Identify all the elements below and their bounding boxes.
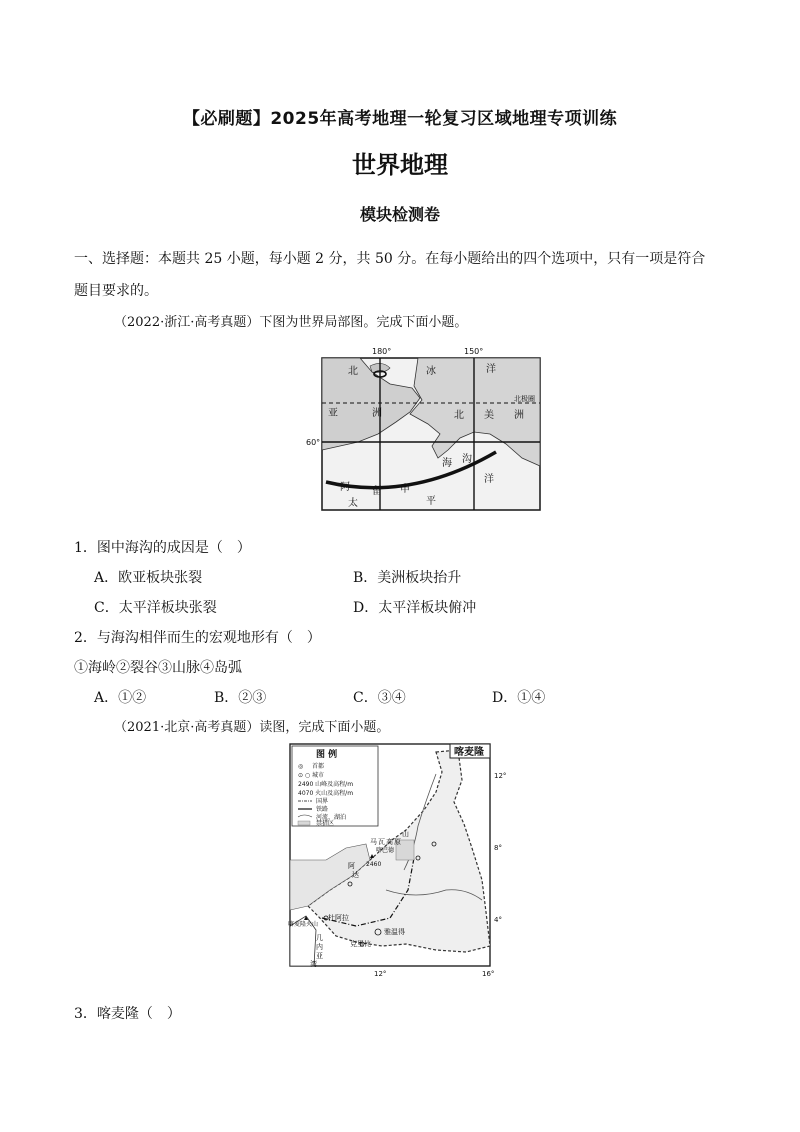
map-label: 阿 <box>340 482 350 493</box>
place-label: 马 <box>370 838 377 846</box>
map-label: 海 <box>442 458 452 469</box>
place-label: 2460 <box>366 861 382 868</box>
subject-heading: 世界地理 <box>352 151 448 179</box>
q2-option-c[interactable]: C．③④ <box>353 690 406 706</box>
question-2-items: ①海岭②裂谷③山脉④岛弧 <box>74 660 242 676</box>
place-label: 原 <box>394 838 401 846</box>
q1-option-c[interactable]: C．太平洋板块张裂 <box>94 600 217 616</box>
cameroon-map <box>286 740 516 980</box>
map-label: 洲 <box>514 410 524 421</box>
q1-option-a[interactable]: A．欧亚板块张裂 <box>94 570 203 586</box>
q1-option-b[interactable]: B．美洲板块抬升 <box>353 570 462 586</box>
legend-item: 4070 火山及高程/m <box>298 790 354 797</box>
document-title: 【必刷题】2025年高考地理一轮复习区域地理专项训练 <box>182 109 618 129</box>
place-label: 杜阿拉 <box>328 914 349 922</box>
lon-150-label: 150° <box>464 347 484 356</box>
country-label: 喀麦隆 <box>454 747 484 758</box>
q2-option-b[interactable]: B．②③ <box>214 690 267 706</box>
map-label: 洋 <box>486 364 496 375</box>
place-label: 克里比 <box>350 940 371 948</box>
legend-item: 铁路 <box>316 806 329 813</box>
place-label: 几 <box>316 934 323 942</box>
place-label: 喀麦隆火山 <box>288 921 319 928</box>
lat-12-label: 12° <box>494 772 507 780</box>
q2-option-d[interactable]: D．①④ <box>492 690 546 706</box>
q1-option-d[interactable]: D．太平洋板块俯冲 <box>353 600 477 616</box>
legend-capital-icon: ◎ <box>298 763 304 770</box>
place-label: 内 <box>316 943 323 951</box>
place-label: 瓦 <box>378 838 385 846</box>
place-label: 雅温得 <box>384 928 405 936</box>
lat-4-label: 4° <box>494 916 502 924</box>
map-label: 美 <box>484 410 494 421</box>
aleutian-map <box>300 342 550 516</box>
section-intro-continued: 题目要求的。 <box>74 283 158 299</box>
map-label: 留 <box>372 486 382 497</box>
place-label: 高 <box>386 838 393 846</box>
place-label: 山 <box>402 830 409 838</box>
map-label: 洲 <box>372 408 382 419</box>
question-2-stem: 2．与海沟相伴而生的宏观地形有（ ） <box>74 630 321 646</box>
map-label: 北 <box>454 410 464 421</box>
map-label: 太 <box>348 498 358 509</box>
legend-item: 城市 <box>312 772 325 779</box>
legend-item: 2490 山峰及高程/m <box>298 781 354 788</box>
question-3-stem: 3．喀麦隆（ ） <box>74 1006 181 1022</box>
place-label: 阿 <box>348 862 355 870</box>
map-label: 沟 <box>462 454 472 465</box>
map-label: 亚 <box>328 408 338 419</box>
legend-item: 河流、湖泊 <box>316 814 347 821</box>
legend-city-icon: ⊙ ○ <box>298 772 311 779</box>
q2-option-a[interactable]: A．①② <box>94 690 147 706</box>
place-label: 湾 <box>310 960 317 968</box>
place-label: 亚 <box>316 952 323 960</box>
legend-title: 图 例 <box>316 750 338 760</box>
lon-180-label: 180° <box>372 347 392 356</box>
map-label: 冰 <box>426 366 436 377</box>
legend-item: 禁猎区 <box>316 820 335 827</box>
lon-12-label: 12° <box>374 970 387 978</box>
question-1-stem: 1．图中海沟的成因是（ ） <box>74 540 251 556</box>
question-source-2021: （2021·北京·高考真题）读图，完成下面小题。 <box>114 720 390 735</box>
section-intro: 一、选择题：本题共 25 小题，每小题 2 分，共 50 分。在每小题给出的四个选项中，只有一项是符合 <box>74 251 706 267</box>
place-label: 喀巴德 <box>376 847 395 854</box>
lon-16-label: 16° <box>482 970 495 978</box>
lat-8-label: 8° <box>494 844 502 852</box>
map-label: 洋 <box>484 474 494 485</box>
legend-reserve-swatch <box>298 821 310 825</box>
map-label: 北 <box>348 366 358 377</box>
map-label: 申 <box>400 484 410 495</box>
legend-item: 国界 <box>316 798 329 805</box>
arctic-circle-label: 北极圈 <box>514 395 535 403</box>
place-label: 达 <box>352 871 359 879</box>
legend-item: 首都 <box>312 763 325 770</box>
question-source-2022: （2022·浙江·高考真题）下图为世界局部图。完成下面小题。 <box>114 315 468 330</box>
lat-60-label: 60° <box>306 438 321 447</box>
module-heading: 模块检测卷 <box>359 205 440 224</box>
map-label: 平 <box>426 496 436 507</box>
